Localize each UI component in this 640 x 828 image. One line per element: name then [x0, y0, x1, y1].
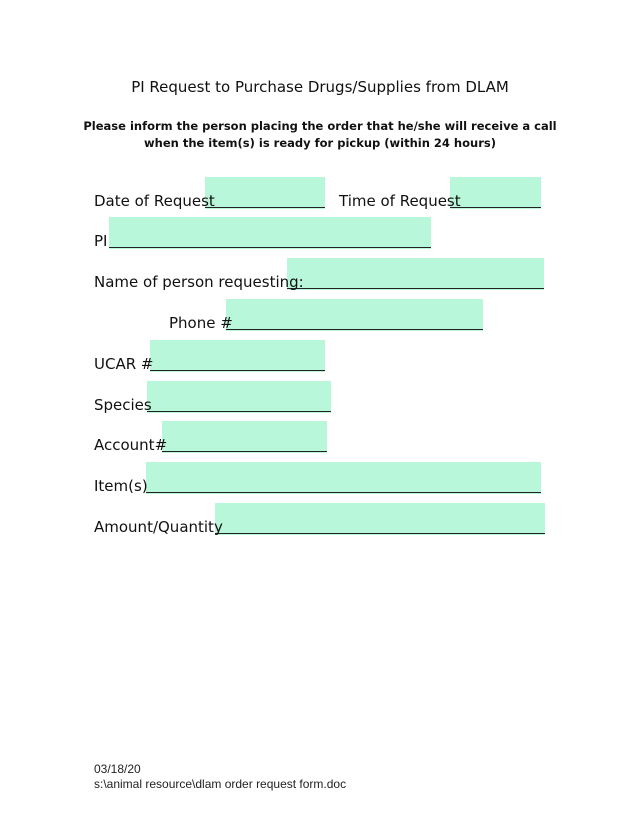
items-label: Item(s)	[94, 477, 148, 495]
date-of-request-label: Date of Request	[94, 192, 215, 210]
pi-field[interactable]	[109, 217, 431, 249]
ucar-field[interactable]	[150, 340, 325, 372]
date-of-request-underline	[205, 207, 325, 208]
name-requesting-field[interactable]	[287, 258, 544, 290]
account-field[interactable]	[162, 421, 327, 453]
footer-file-path: s:\animal resource\dlam order request form.doc	[94, 777, 347, 791]
date-of-request-field[interactable]	[205, 177, 325, 209]
amount-underline	[215, 533, 545, 534]
amount-field[interactable]	[215, 503, 545, 535]
name-requesting-underline	[287, 288, 544, 289]
amount-label: Amount/Quantity	[94, 518, 223, 536]
ucar-label: UCAR #	[94, 355, 154, 373]
items-underline	[146, 492, 541, 493]
species-label: Species	[94, 396, 152, 414]
time-of-request-label: Time of Request	[339, 192, 461, 210]
footer-date: 03/18/20	[94, 762, 141, 776]
pi-label: PI	[94, 232, 108, 250]
pi-underline	[109, 247, 431, 248]
account-underline	[162, 451, 327, 452]
time-of-request-underline	[450, 207, 541, 208]
time-of-request-field[interactable]	[450, 177, 541, 209]
items-field[interactable]	[146, 462, 541, 494]
form-title: PI Request to Purchase Drugs/Supplies from DLAM	[131, 78, 509, 96]
phone-label: Phone #	[169, 314, 233, 332]
account-label: Account#	[94, 436, 168, 454]
species-field[interactable]	[147, 381, 331, 413]
pickup-notice: Please inform the person placing the order that he/she will receive a call when the item(s) is ready for pickup (within 24 hours)	[83, 119, 557, 150]
phone-underline	[226, 329, 483, 330]
ucar-underline	[150, 370, 325, 371]
name-requesting-label: Name of person requesting:	[94, 273, 304, 291]
phone-field[interactable]	[226, 299, 483, 331]
species-underline	[147, 411, 331, 412]
